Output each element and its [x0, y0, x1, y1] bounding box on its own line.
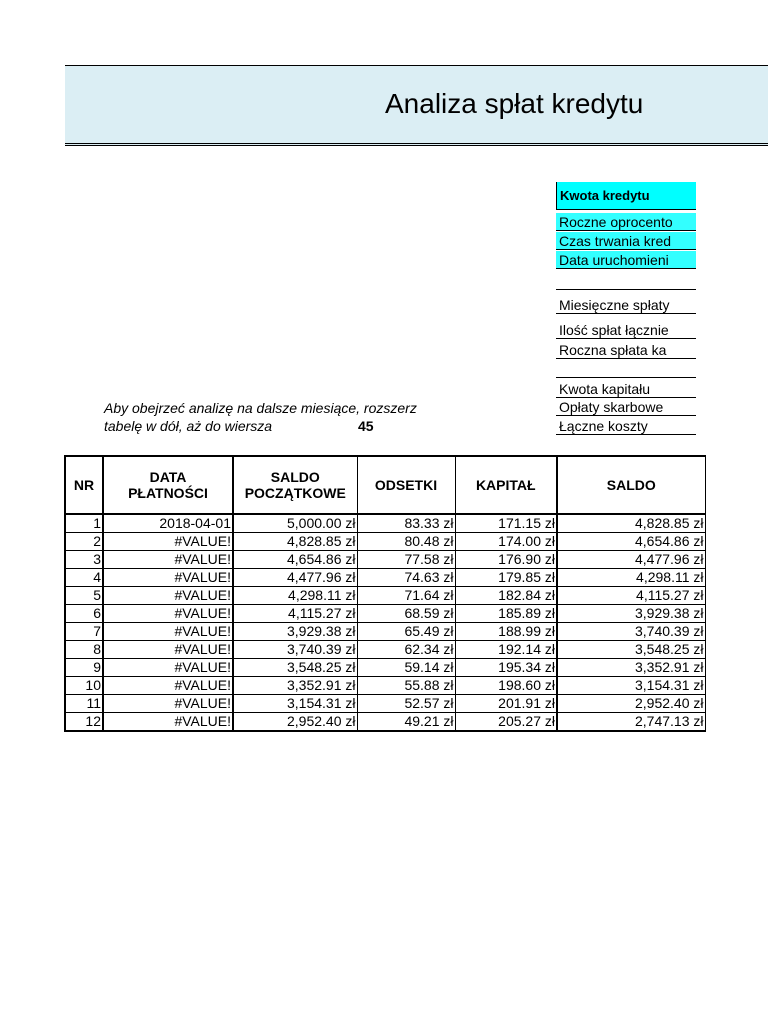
amortization-table	[64, 455, 706, 732]
divider	[556, 377, 696, 378]
cell-saldo[interactable]: 4,828.85 zł	[557, 514, 705, 533]
cell-saldo[interactable]: 4,477.96 zł	[557, 551, 705, 569]
cell-data-platnosci[interactable]: #VALUE!	[103, 713, 233, 732]
cell-saldo-poczatkowe[interactable]: 4,654.86 zł	[233, 551, 357, 569]
cell-data-platnosci[interactable]: #VALUE!	[103, 605, 233, 623]
cell-saldo[interactable]: 3,548.25 zł	[557, 641, 705, 659]
param-data-uruchomienia[interactable]: Data uruchomieni	[556, 251, 696, 269]
note-row-number[interactable]: 45	[358, 418, 374, 434]
param-czas-trwania[interactable]: Czas trwania kred	[556, 232, 696, 250]
header-saldo[interactable]: SALDO	[557, 456, 705, 514]
cell-odsetki[interactable]: 83.33 zł	[357, 514, 455, 533]
cell-nr[interactable]: 6	[65, 605, 103, 623]
cell-saldo-poczatkowe[interactable]: 3,154.31 zł	[233, 695, 357, 713]
param-kwota-kredytu[interactable]: Kwota kredytu	[556, 182, 696, 210]
cell-nr[interactable]: 1	[65, 514, 103, 533]
param-laczne-koszty[interactable]: Łączne koszty	[556, 417, 696, 435]
table-row	[65, 695, 705, 713]
cell-saldo-poczatkowe[interactable]: 3,740.39 zł	[233, 641, 357, 659]
param-roczna-splata[interactable]: Roczna spłata ka	[556, 341, 696, 359]
cell-nr[interactable]: 3	[65, 551, 103, 569]
header-odsetki[interactable]: ODSETKI	[357, 456, 455, 514]
cell-saldo-poczatkowe[interactable]: 3,352.91 zł	[233, 677, 357, 695]
table-row	[65, 641, 705, 659]
cell-nr[interactable]: 12	[65, 713, 103, 732]
cell-nr[interactable]: 9	[65, 659, 103, 677]
table-header-row	[65, 456, 705, 514]
cell-data-platnosci[interactable]: #VALUE!	[103, 587, 233, 605]
cell-kapital[interactable]: 179.85 zł	[455, 569, 557, 587]
cell-odsetki[interactable]: 68.59 zł	[357, 605, 455, 623]
cell-saldo[interactable]: 2,747.13 zł	[557, 713, 705, 732]
cell-saldo-poczatkowe[interactable]: 3,929.38 zł	[233, 623, 357, 641]
table-row	[65, 533, 705, 551]
table-row	[65, 659, 705, 677]
table-row	[65, 605, 705, 623]
cell-nr[interactable]: 10	[65, 677, 103, 695]
table-row	[65, 677, 705, 695]
cell-saldo[interactable]: 2,952.40 zł	[557, 695, 705, 713]
param-roczne-oprocentowanie[interactable]: Roczne oprocento	[556, 213, 696, 231]
cell-saldo-poczatkowe[interactable]: 2,952.40 zł	[233, 713, 357, 732]
cell-kapital[interactable]: 195.34 zł	[455, 659, 557, 677]
header-kapital[interactable]: KAPITAŁ	[455, 456, 557, 514]
cell-odsetki[interactable]: 77.58 zł	[357, 551, 455, 569]
cell-kapital[interactable]: 176.90 zł	[455, 551, 557, 569]
header-nr[interactable]: NR	[65, 456, 103, 514]
cell-saldo[interactable]: 4,298.11 zł	[557, 569, 705, 587]
table-row	[65, 514, 705, 533]
param-miesieczne-splaty[interactable]: Miesięczne spłaty	[556, 296, 696, 314]
cell-data-platnosci[interactable]: #VALUE!	[103, 533, 233, 551]
cell-kapital[interactable]: 185.89 zł	[455, 605, 557, 623]
cell-data-platnosci[interactable]: #VALUE!	[103, 641, 233, 659]
cell-saldo-poczatkowe[interactable]: 4,298.11 zł	[233, 587, 357, 605]
cell-odsetki[interactable]: 59.14 zł	[357, 659, 455, 677]
table-row	[65, 587, 705, 605]
note-line-2: tabelę w dół, aż do wiersza	[104, 418, 273, 434]
cell-odsetki[interactable]: 62.34 zł	[357, 641, 455, 659]
header-saldo-poczatkowe[interactable]	[233, 456, 357, 514]
header-data-line1: DATA	[149, 469, 187, 485]
cell-odsetki[interactable]: 74.63 zł	[357, 569, 455, 587]
loan-parameters	[556, 0, 677, 450]
cell-data-platnosci[interactable]: #VALUE!	[103, 569, 233, 587]
cell-kapital[interactable]: 174.00 zł	[455, 533, 557, 551]
cell-nr[interactable]: 7	[65, 623, 103, 641]
cell-saldo-poczatkowe[interactable]: 4,477.96 zł	[233, 569, 357, 587]
table-row	[65, 623, 705, 641]
cell-odsetki[interactable]: 80.48 zł	[357, 533, 455, 551]
param-oplaty-skarbowe[interactable]: Opłaty skarbowe	[556, 398, 696, 416]
cell-kapital[interactable]: 201.91 zł	[455, 695, 557, 713]
cell-odsetki[interactable]: 49.21 zł	[357, 713, 455, 732]
header-data-line2: PŁATNOŚCI	[128, 485, 208, 501]
header-saldo0-line1: SALDO	[270, 469, 320, 485]
cell-odsetki[interactable]: 52.57 zł	[357, 695, 455, 713]
cell-saldo[interactable]: 3,352.91 zł	[557, 659, 705, 677]
note-line-1: Aby obejrzeć analizę na dalsze miesiące, rozszerz	[104, 400, 417, 416]
cell-nr[interactable]: 2	[65, 533, 103, 551]
cell-kapital[interactable]: 192.14 zł	[455, 641, 557, 659]
cell-nr[interactable]: 5	[65, 587, 103, 605]
param-kwota-kapitalu[interactable]: Kwota kapitału	[556, 380, 696, 398]
cell-saldo-poczatkowe[interactable]: 3,548.25 zł	[233, 659, 357, 677]
table-row	[65, 551, 705, 569]
cell-odsetki[interactable]: 65.49 zł	[357, 623, 455, 641]
cell-data-platnosci[interactable]: #VALUE!	[103, 623, 233, 641]
cell-nr[interactable]: 4	[65, 569, 103, 587]
cell-odsetki[interactable]: 55.88 zł	[357, 677, 455, 695]
cell-odsetki[interactable]: 71.64 zł	[357, 587, 455, 605]
cell-data-platnosci[interactable]: #VALUE!	[103, 677, 233, 695]
divider	[556, 289, 696, 290]
cell-saldo[interactable]: 4,654.86 zł	[557, 533, 705, 551]
cell-saldo[interactable]: 3,929.38 zł	[557, 605, 705, 623]
cell-saldo-poczatkowe[interactable]: 5,000.00 zł	[233, 514, 357, 533]
cell-kapital[interactable]: 205.27 zł	[455, 713, 557, 732]
cell-kapital[interactable]: 188.99 zł	[455, 623, 557, 641]
cell-saldo-poczatkowe[interactable]: 4,828.85 zł	[233, 533, 357, 551]
table-row	[65, 569, 705, 587]
cell-saldo[interactable]: 3,740.39 zł	[557, 623, 705, 641]
cell-saldo[interactable]: 4,115.27 zł	[557, 587, 705, 605]
cell-saldo[interactable]: 3,154.31 zł	[557, 677, 705, 695]
cell-data-platnosci[interactable]: #VALUE!	[103, 659, 233, 677]
page-title: Analiza spłat kredytu	[385, 88, 644, 119]
cell-kapital[interactable]: 182.84 zł	[455, 587, 557, 605]
cell-nr[interactable]: 11	[65, 695, 103, 713]
header-data-platnosci[interactable]	[103, 456, 233, 514]
table-body	[65, 514, 705, 731]
cell-kapital[interactable]: 171.15 zł	[455, 514, 557, 533]
table-row	[65, 713, 705, 732]
cell-data-platnosci[interactable]: 2018-04-01	[103, 514, 233, 533]
cell-nr[interactable]: 8	[65, 641, 103, 659]
amortization-table-container	[64, 455, 704, 755]
param-ilosc-splat[interactable]: Ilość spłat łącznie	[556, 321, 696, 339]
cell-kapital[interactable]: 198.60 zł	[455, 677, 557, 695]
cell-saldo-poczatkowe[interactable]: 4,115.27 zł	[233, 605, 357, 623]
cell-data-platnosci[interactable]: #VALUE!	[103, 551, 233, 569]
cell-data-platnosci[interactable]: #VALUE!	[103, 695, 233, 713]
header-saldo0-line2: POCZĄTKOWE	[244, 485, 346, 501]
